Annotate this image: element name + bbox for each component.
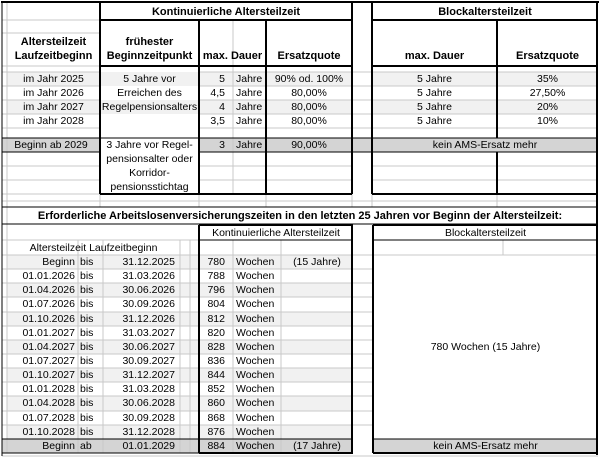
s1-row-dauer: 4,5 <box>210 87 225 99</box>
s2-row-start: 01.01.2026 <box>22 270 75 282</box>
s1-row-dauer-unit: Jahre <box>236 101 263 113</box>
s2-row-weeks: 804 <box>207 298 225 310</box>
s1-row-label: im Jahr 2028 <box>23 115 84 127</box>
s2-row-end: 31.03.2026 <box>122 270 175 282</box>
s1-row2029-label: Beginn ab 2029 <box>14 139 88 151</box>
s2-row-weeks-unit: Wochen <box>236 440 275 452</box>
s2-row-weeks: 876 <box>207 426 225 438</box>
s1-row-dauer-unit: Jahre <box>236 73 263 85</box>
s1-row-dauer: 5 <box>219 73 225 85</box>
s1-row-quote: 90% od. 100% <box>274 73 344 85</box>
s2-row-start: 01.07.2026 <box>22 298 75 310</box>
s1-earliest-header-line2: Beginnzeitpunkt <box>106 50 193 62</box>
s2-row-start: 01.07.2027 <box>22 355 75 367</box>
s2-row-weeks-unit: Wochen <box>236 256 275 268</box>
s2-block-merged-value: 780 Wochen (15 Jahre) <box>430 341 541 353</box>
s1-row-block-quote: 35% <box>536 73 558 85</box>
s1-row-dauer: 4 <box>219 101 225 113</box>
s1-row2029-earliest-line4: pensionsstichtag <box>110 181 189 193</box>
s1-label-header-line1: Altersteilzeit <box>20 36 87 48</box>
s1-row-block-dauer: 5 Jahre <box>416 115 453 127</box>
s2-row-end: 31.12.2027 <box>122 369 175 381</box>
s2-row-weeks-unit: Wochen <box>236 426 275 438</box>
s2-row-conn: bis <box>80 256 94 268</box>
s1-row-earliest: 5 Jahre vor <box>123 73 176 85</box>
s2-block-last-row: kein AMS-Ersatz mehr <box>433 440 538 452</box>
s2-row-conn: bis <box>80 341 94 353</box>
s1-row-dauer: 3,5 <box>210 115 225 127</box>
s1-row-block-dauer: 5 Jahre <box>416 87 453 99</box>
s2-row-conn: bis <box>80 355 94 367</box>
s1-row-block-quote: 27,50% <box>529 87 566 99</box>
s2-row-conn: bis <box>80 426 94 438</box>
s1-row-dauer-unit: Jahre <box>236 87 263 99</box>
s1-label-header-line2: Laufzeitbeginn <box>14 50 93 62</box>
s2-row-end: 30.09.2027 <box>122 355 175 367</box>
s2-row-end: 30.06.2026 <box>122 284 175 296</box>
s2-row-weeks-unit: Wochen <box>236 397 275 409</box>
s2-row-weeks: 836 <box>207 355 225 367</box>
s2-row-note: (15 Jahre) <box>293 256 341 268</box>
s2-row-note: (17 Jahre) <box>293 440 341 452</box>
s1-row-block-quote: 10% <box>536 115 558 127</box>
s2-row-conn: bis <box>80 313 94 325</box>
s2-row-weeks-unit: Wochen <box>236 341 275 353</box>
s2-row-end: 01.01.2029 <box>122 440 175 452</box>
s2-row-weeks-unit: Wochen <box>236 313 275 325</box>
s2-row-start: 01.10.2026 <box>22 313 75 325</box>
s2-row-conn: bis <box>80 270 94 282</box>
s2-row-conn: bis <box>80 327 94 339</box>
s2-row-start: 01.10.2027 <box>22 369 75 381</box>
s2-row-conn: ab <box>80 440 92 452</box>
s1-maxdauer-header: max. Dauer <box>202 50 263 62</box>
s2-row-end: 30.06.2028 <box>122 397 175 409</box>
s1-row2029-block: kein AMS-Ersatz mehr <box>432 139 538 151</box>
s1-row2029-dauer-unit: Jahre <box>236 139 263 151</box>
s2-row-weeks: 788 <box>207 270 225 282</box>
s2-row-weeks: 884 <box>207 440 225 452</box>
s2-row-weeks-unit: Wochen <box>236 383 275 395</box>
s1-row-earliest: Erreichen des <box>117 87 182 99</box>
s1-row-dauer-unit: Jahre <box>236 115 263 127</box>
s1-row2029-earliest-line1: 3 Jahre vor Regel- <box>106 139 193 151</box>
s2-row-weeks-unit: Wochen <box>236 270 275 282</box>
s1-row-label: im Jahr 2025 <box>23 73 84 85</box>
s2-row-weeks: 868 <box>207 412 225 424</box>
s2-row-conn: bis <box>80 412 94 424</box>
s1-kont-header: Kontinuierliche Altersteilzeit <box>151 6 301 18</box>
s2-row-weeks-unit: Wochen <box>236 284 275 296</box>
s1-block-header: Blockaltersteilzeit <box>438 6 532 18</box>
s2-row-weeks-unit: Wochen <box>236 327 275 339</box>
s2-row-conn: bis <box>80 383 94 395</box>
s2-title: Erforderliche Arbeitslosenversicherungszeiten in den letzten 25 Jahren vor Beginn der Altersteilzeit: <box>37 210 563 222</box>
s2-row-weeks-unit: Wochen <box>236 298 275 310</box>
s2-row-weeks: 820 <box>207 327 225 339</box>
s2-row-end: 31.12.2028 <box>122 426 175 438</box>
s2-row-start: Beginn <box>42 440 75 452</box>
s2-label-header: Altersteilzeit Laufzeitbeginn <box>29 242 158 254</box>
s1-row-quote: 80,00% <box>291 87 327 99</box>
s2-row-end: 30.09.2026 <box>122 298 175 310</box>
s1-row2029-earliest-line3: Korridor- <box>129 167 170 179</box>
s2-row-conn: bis <box>80 298 94 310</box>
s2-row-weeks: 812 <box>207 313 225 325</box>
s2-row-weeks-unit: Wochen <box>236 355 275 367</box>
s2-kont-header: Kontinuierliche Altersteilzeit <box>212 227 340 239</box>
s1-ersatzquote-header: Ersatzquote <box>277 50 341 62</box>
s2-row-weeks-unit: Wochen <box>236 369 275 381</box>
s2-row-weeks-unit: Wochen <box>236 412 275 424</box>
s2-row-start: 01.07.2028 <box>22 412 75 424</box>
s2-row-start: 01.01.2028 <box>22 383 75 395</box>
s2-row-weeks: 780 <box>207 256 225 268</box>
s2-row-end: 31.03.2028 <box>122 383 175 395</box>
s1-row2029-quote: 90,00% <box>291 139 327 151</box>
s1-row-block-quote: 20% <box>536 101 558 113</box>
s1-block-maxdauer-header: max. Dauer <box>404 50 465 62</box>
s2-row-end: 30.06.2027 <box>122 341 175 353</box>
s2-row-conn: bis <box>80 397 94 409</box>
s1-earliest-header-line1: frühester <box>125 36 174 48</box>
s2-row-start: Beginn <box>42 256 75 268</box>
s2-row-start: 01.04.2027 <box>22 341 75 353</box>
s2-row-weeks: 828 <box>207 341 225 353</box>
s2-row-start: 01.01.2027 <box>22 327 75 339</box>
s2-row-weeks: 844 <box>207 369 225 381</box>
s1-row-label: im Jahr 2027 <box>23 101 84 113</box>
s2-row-conn: bis <box>80 369 94 381</box>
s2-row-conn: bis <box>80 284 94 296</box>
s2-row-end: 30.09.2028 <box>122 412 175 424</box>
s1-row-quote: 80,00% <box>291 115 327 127</box>
s2-row-weeks: 860 <box>207 397 225 409</box>
s2-row-end: 31.03.2027 <box>122 327 175 339</box>
s2-row-end: 31.12.2026 <box>122 313 175 325</box>
s1-row2029-earliest-line2: pensionsalter oder <box>106 153 193 165</box>
s2-row-start: 01.04.2026 <box>22 284 75 296</box>
s1-row-block-dauer: 5 Jahre <box>416 73 453 85</box>
s2-row-weeks: 796 <box>207 284 225 296</box>
s2-row-start: 01.04.2028 <box>22 397 75 409</box>
s1-row-earliest: Regelpensionsalters <box>101 101 198 113</box>
s2-row-weeks: 852 <box>207 383 225 395</box>
s1-block-ersatzquote-header: Ersatzquote <box>516 50 579 62</box>
s2-block-header: Blockaltersteilzeit <box>444 227 527 239</box>
s1-row-block-dauer: 5 Jahre <box>416 101 453 113</box>
s1-row2029-dauer: 3 <box>219 139 225 151</box>
s2-row-end: 31.12.2025 <box>122 256 175 268</box>
s2-row-start: 01.10.2028 <box>22 426 75 438</box>
s1-row-label: im Jahr 2026 <box>23 87 84 99</box>
s1-row-quote: 80,00% <box>291 101 327 113</box>
